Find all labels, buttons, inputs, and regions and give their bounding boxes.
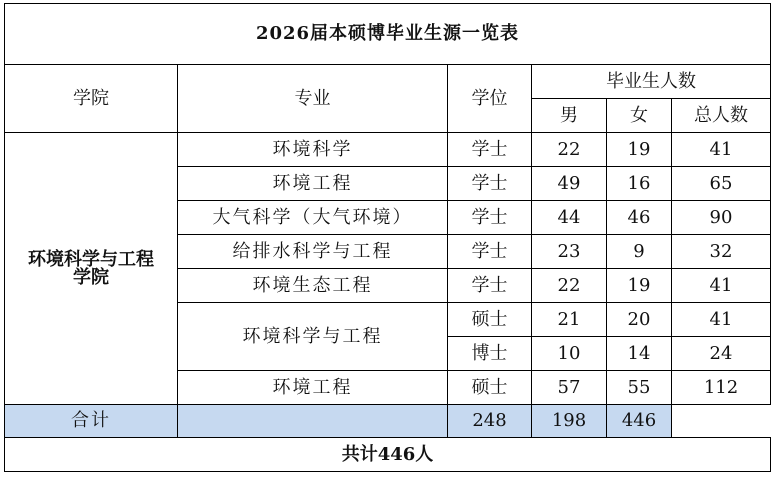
header-graduates: 毕业生人数 [532, 65, 771, 99]
total-cell: 112 [672, 371, 771, 405]
female-cell: 19 [607, 269, 672, 303]
subtotal-row [5, 405, 771, 438]
degree-cell: 学士 [448, 269, 532, 303]
total-cell: 41 [672, 303, 771, 337]
male-cell: 23 [532, 235, 607, 269]
total-cell: 90 [672, 201, 771, 235]
major-cell: 给排水科学与工程 [178, 235, 448, 269]
header-total: 总人数 [672, 99, 771, 133]
major-cell: 大气科学（大气环境） [178, 201, 448, 235]
female-cell: 20 [607, 303, 672, 337]
footer-row [5, 438, 771, 472]
college-name-line1: 环境科学与工程 [28, 248, 154, 270]
female-cell: 55 [607, 371, 672, 405]
female-cell: 9 [607, 235, 672, 269]
female-cell: 19 [607, 133, 672, 167]
major-cell: 环境生态工程 [178, 269, 448, 303]
header-degree: 学位 [448, 65, 532, 133]
total-cell: 41 [672, 133, 771, 167]
subtotal-female: 198 [532, 405, 607, 438]
female-cell: 14 [607, 337, 672, 371]
major-cell: 环境科学 [178, 133, 448, 167]
graduate-table-sheet [4, 3, 770, 480]
male-cell: 10 [532, 337, 607, 371]
subtotal-label: 合计 [5, 405, 178, 438]
major-cell: 环境科学与工程 [178, 303, 448, 371]
grand-total-footer: 共计446人 [5, 438, 771, 472]
total-cell: 32 [672, 235, 771, 269]
total-cell: 65 [672, 167, 771, 201]
table-row [5, 133, 771, 167]
header-college: 学院 [5, 65, 178, 133]
subtotal-male: 248 [448, 405, 532, 438]
major-cell: 环境工程 [178, 167, 448, 201]
female-cell: 16 [607, 167, 672, 201]
degree-cell: 博士 [448, 337, 532, 371]
male-cell: 49 [532, 167, 607, 201]
header-row-1 [5, 65, 771, 99]
total-cell: 24 [672, 337, 771, 371]
header-male: 男 [532, 99, 607, 133]
degree-cell: 硕士 [448, 371, 532, 405]
female-cell: 46 [607, 201, 672, 235]
male-cell: 57 [532, 371, 607, 405]
major-cell: 环境工程 [178, 371, 448, 405]
male-cell: 22 [532, 133, 607, 167]
header-female: 女 [607, 99, 672, 133]
male-cell: 44 [532, 201, 607, 235]
header-major: 专业 [178, 65, 448, 133]
degree-cell: 学士 [448, 167, 532, 201]
table-title: 2026届本硕博毕业生源一览表 [5, 4, 771, 65]
title-row [5, 4, 771, 65]
subtotal-degree [178, 405, 448, 438]
college-cell [5, 133, 178, 405]
subtotal-total: 446 [607, 405, 672, 438]
graduate-summary-table [4, 3, 771, 472]
male-cell: 21 [532, 303, 607, 337]
male-cell: 22 [532, 269, 607, 303]
total-cell: 41 [672, 269, 771, 303]
degree-cell: 学士 [448, 201, 532, 235]
degree-cell: 学士 [448, 133, 532, 167]
degree-cell: 硕士 [448, 303, 532, 337]
college-name-line2: 学院 [73, 266, 109, 288]
degree-cell: 学士 [448, 235, 532, 269]
